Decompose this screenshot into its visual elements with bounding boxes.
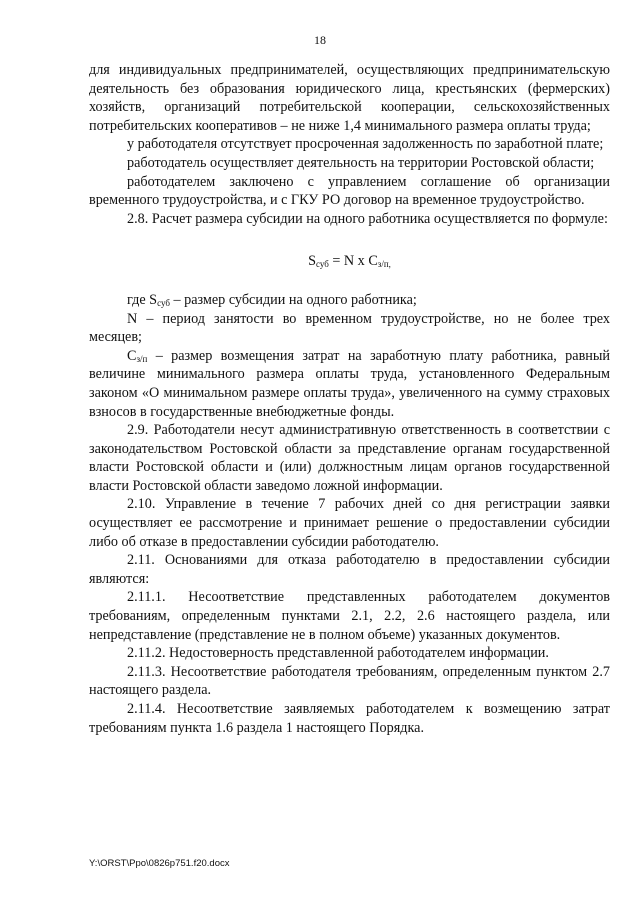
definition-c-text: – размер возмещения затрат на заработную плату работника, равный величине минимального размера оплаты труда, установленного Федеральным законом «О минимальном размере оплаты труда», увеличенного на сумму страховых взносов в государственные внебюджетные фонды.	[89, 347, 610, 420]
paragraph: 2.8. Расчет размера субсидии на одного работника осуществляется по формуле:	[127, 210, 608, 227]
formula-c-subscript: з/п,	[377, 259, 391, 270]
paragraph: 2.11.2. Недостоверность представленной работодателем информации.	[127, 645, 549, 662]
footer-file-path: Y:\ORST\Ppo\0826p751.f20.docx	[89, 858, 230, 869]
page-number: 18	[314, 33, 326, 47]
paragraph: 2.10. Управление в течение 7 рабочих дней со дня регистрации заявки осуществляет ее рассмотрение и принимает решение о предоставлении субсидии либо об отказе в предоставлении субсидии работодателю.	[89, 496, 610, 550]
formula-s-subscript: суб	[315, 259, 329, 270]
definition-s-text: – размер субсидии на одного работника;	[169, 291, 417, 308]
document-body	[89, 61, 610, 737]
paragraph: 2.11.4. Несоответствие заявляемых работодателем к возмещению затрат требованиям пункта 1.6 раздела 1 настоящего Порядка.	[89, 701, 610, 736]
paragraph: работодатель осуществляет деятельность на территории Ростовской области;	[127, 154, 595, 171]
formula-s: S	[308, 253, 316, 270]
definition-s	[89, 291, 610, 310]
definition-s-subscript: суб	[157, 297, 170, 308]
paragraph: для индивидуальных предпринимателей, осуществляющих предпринимательскую деятельность без образования юридического лица, крестьянских (фермерских) хозяйств, организаций потребительской кооперации, сельскохозяйственных потребительских кооперативов – не ниже 1,4 минимального размера оплаты труда;	[89, 62, 610, 134]
definition-c-pre: C	[127, 347, 137, 364]
definition-n: N – период занятости во временном трудоустройстве, но не более трех месяцев;	[89, 310, 610, 346]
paragraph: 2.11.3. Несоответствие работодателя требованиям, определенным пунктом 2.7 настоящего раздела.	[89, 663, 610, 699]
definition-s-pre: где S	[127, 291, 158, 308]
paragraph: работодателем заключено с управлением соглашение об организации временного трудоустройства, и с ГКУ РО договор на временное трудоустройство.	[89, 173, 610, 209]
subsidy-formula	[89, 252, 610, 271]
paragraph: 2.11.1. Несоответствие представленных работодателем документов требованиям, определенным пунктами 2.1, 2.2, 2.6 настоящего раздела, или непредставление (представление не в полном объеме) указанных документов.	[89, 589, 610, 643]
paragraph: у работодателя отсутствует просроченная задолженность по заработной плате;	[127, 136, 604, 153]
formula-body: = N x C	[328, 253, 378, 270]
definition-c	[89, 347, 610, 421]
paragraph: 2.9. Работодатели несут административную ответственность в соответствии с законодательством Ростовской области за представление органам государственной власти Ростовской области и (или) должностным лицам органов государственной власти Ростовской области заведомо ложной информации.	[89, 422, 610, 494]
paragraph: 2.11. Основаниями для отказа работодателю в предоставлении субсидии являются:	[89, 552, 610, 587]
definition-c-subscript: з/п	[136, 353, 148, 364]
